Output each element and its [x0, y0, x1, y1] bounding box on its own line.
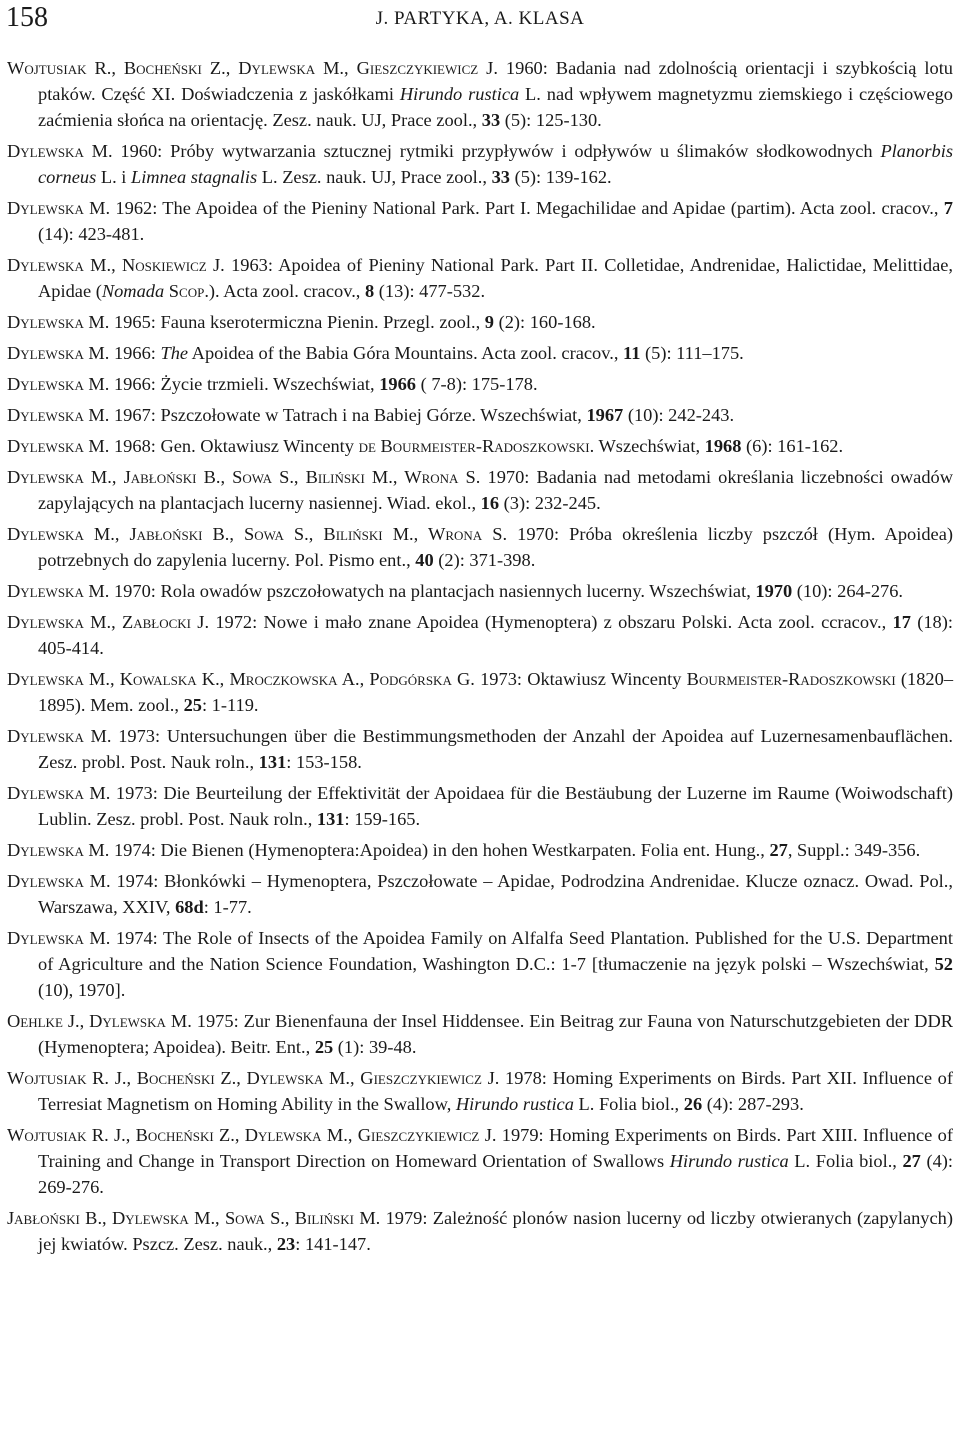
- reference-authors: Dylewska M.: [7, 141, 113, 161]
- reference-text: 1974: The Role of Insects of the Apoidea Family on Alfalfa Seed Plantation. Published for the U.S. Department of Agriculture and the Nation Science Foundation, Washington D.C.: 1-7 [tłumaczenie na język polski – Wszechświat,: [38, 928, 953, 974]
- reference-text: 1965: Fauna kserotermiczna Pienin. Przegl. zool.,: [109, 312, 485, 332]
- reference-text: (5): 125-130.: [500, 110, 602, 130]
- reference-text: (5): 139-162.: [509, 167, 612, 187]
- reference-entry: [7, 609, 953, 661]
- reference-text: 1967: Pszczołowate w Tatrach i na Babiej Górze. Wszechświat,: [109, 405, 587, 425]
- reference-text: (3): 232-245.: [499, 493, 601, 513]
- reference-text: Nomada: [101, 281, 165, 301]
- reference-text: 25: [314, 1037, 334, 1057]
- reference-text: 131: [258, 752, 287, 772]
- reference-text: 1973: Oktawiusz Wincenty: [474, 669, 687, 689]
- reference-text: 23: [276, 1234, 296, 1254]
- reference-text: 1967: [586, 405, 624, 425]
- reference-entry: [7, 1008, 953, 1060]
- reference-text: (18): 405-414.: [38, 612, 953, 658]
- reference-text: 68d: [175, 897, 204, 917]
- reference-text: (5): 111–175.: [640, 343, 744, 363]
- reference-text: 17: [892, 612, 911, 632]
- reference-authors: Dylewska M., Kowalska K., Mroczkowska A., Podgórska G.: [7, 669, 475, 689]
- reference-text: 1970: Badania nad metodami określania liczebności owadów zapylających na plantacjach lucerny nasiennej. Wiad. ekol.,: [38, 467, 953, 513]
- reference-text: Apoidea of the Babia Góra Mountains. Acta zool. cracov.,: [188, 343, 624, 363]
- reference-text: Hirundo rustica: [669, 1151, 789, 1171]
- reference-authors: Dylewska M.: [7, 928, 111, 948]
- reference-text: : 1-77.: [203, 897, 252, 917]
- reference-entry: [7, 55, 953, 133]
- reference-entry: [7, 402, 953, 428]
- reference-text: L. nad wpływem magnetyzmu ziemskiego i częściowego zaćmienia słońca na orientację. Zesz. nauk. UJ, Prace zool.,: [38, 84, 953, 130]
- reference-entry: [7, 925, 953, 1003]
- page-header: [0, 0, 960, 40]
- reference-text: 1974: Błonkówki – Hymenoptera, Pszczołowate – Apidae, Podrodzina Andrenidae. Klucze oznacz. Owad. Pol., Warszawa, XXIV,: [38, 871, 953, 917]
- reference-text: Planorbis corneus: [38, 141, 953, 187]
- reference-text: The: [160, 343, 189, 363]
- reference-authors: Dylewska M.: [7, 783, 111, 803]
- reference-authors: Dylewska M.: [7, 198, 111, 218]
- reference-text: 131: [316, 809, 345, 829]
- reference-entry: [7, 780, 953, 832]
- reference-text: 52: [934, 954, 953, 974]
- reference-text: 1979: Zależność plonów nasion lucerny od liczby otwieranych (zapylanych) jej kwiatów. Pszcz. Zesz. nauk.,: [38, 1208, 953, 1254]
- reference-text: . Wszechświat,: [589, 436, 705, 456]
- reference-text: 1968: [704, 436, 742, 456]
- reference-text: 1973: Untersuchungen über die Bestimmungsmethoden der Anzahl der Apoidea auf Luzernesamenbauflächen. Zesz. probl. Post. Nauk roln.,: [38, 726, 953, 772]
- reference-text: ( 7-8): 175-178.: [416, 374, 538, 394]
- reference-authors: Dylewska M.: [7, 312, 110, 332]
- reference-text: 33: [491, 167, 510, 187]
- reference-entry: [7, 578, 953, 604]
- reference-entry: [7, 252, 953, 304]
- reference-entry: [7, 521, 953, 573]
- reference-text: L. Folia biol.,: [573, 1094, 684, 1114]
- reference-text: (6): 161-162.: [741, 436, 844, 456]
- reference-authors: Dylewska M.: [7, 436, 110, 456]
- reference-text: 40: [415, 550, 434, 570]
- reference-text: (14): 423-481.: [38, 224, 145, 244]
- reference-authors: Dylewska M.: [7, 871, 111, 891]
- reference-text: Limnea stagnalis: [130, 167, 258, 187]
- reference-text: 11: [623, 343, 641, 363]
- reference-authors: Oehlke J., Dylewska M.: [7, 1011, 192, 1031]
- reference-authors: Dylewska M.: [7, 840, 110, 860]
- reference-text: 1970: Próba określenia liczby pszczół (Hym. Apoidea) potrzebnych do zapylenia lucerny. Pol. Pismo ent.,: [38, 524, 953, 570]
- reference-authors: Wojtusiak R. J., Bocheński Z., Dylewska M., Gieszczykiewicz J.: [7, 1125, 497, 1145]
- reference-text: (4): 287-293.: [702, 1094, 804, 1114]
- reference-text: 1973: Die Beurteilung der Effektivität der Apoidaea für die Bestäubung der Luzerne im Raume (Woiwodschaft) Lublin. Zesz. probl. Post. Nauk roln.,: [38, 783, 953, 829]
- reference-text: 1966:: [109, 343, 161, 363]
- reference-text: : 153-158.: [286, 752, 362, 772]
- reference-authors: Dylewska M., Zabłocki J.: [7, 612, 210, 632]
- reference-entry: [7, 309, 953, 335]
- reference-text: de Bourmeister-Radoszkowski: [358, 436, 590, 456]
- reference-text: (10), 1970].: [38, 980, 126, 1000]
- reference-authors: Dylewska M., Jabłoński B., Sowa S., Biliński M., Wrona S.: [7, 524, 508, 544]
- reference-text: (10): 242-243.: [623, 405, 735, 425]
- reference-authors: Wojtusiak R., Bocheński Z., Dylewska M., Gieszczykiewicz J.: [7, 58, 498, 78]
- reference-text: 1978: Homing Experiments on Birds. Part XII. Influence of Terresiat Magnetism on Homing Ability in the Swallow,: [38, 1068, 953, 1114]
- reference-text: 8: [365, 281, 375, 301]
- reference-text: 33: [481, 110, 501, 130]
- reference-text: Hirundo rustica: [399, 84, 520, 104]
- reference-text: : 159-165.: [344, 809, 421, 829]
- reference-text: 27: [902, 1151, 921, 1171]
- reference-text: 16: [480, 493, 500, 513]
- reference-text: 1974: Die Bienen (Hymenoptera:Apoidea) in den hohen Westkarpaten. Folia ent. Hung.,: [109, 840, 770, 860]
- reference-text: 25: [183, 695, 202, 715]
- reference-authors: Dylewska M.: [7, 374, 110, 394]
- reference-authors: Wojtusiak R. J., Bocheński Z., Dylewska M., Gieszczykiewicz J.: [7, 1068, 500, 1088]
- reference-text: (2): 160-168.: [493, 312, 596, 332]
- reference-text: : 1-119.: [201, 695, 259, 715]
- reference-authors: Dylewska M.: [7, 405, 110, 425]
- reference-text: , Suppl.: 349-356.: [787, 840, 921, 860]
- reference-entry: [7, 1122, 953, 1200]
- reference-entry: [7, 837, 953, 863]
- reference-authors: Dylewska M.: [7, 343, 110, 363]
- reference-text: 1979: Homing Experiments on Birds. Part XIII. Influence of Training and Change in Transport Direction on Homeward Orientation of Swallows: [38, 1125, 953, 1171]
- reference-text: 1968: Gen. Oktawiusz Wincenty: [109, 436, 359, 456]
- reference-entry: [7, 340, 953, 366]
- reference-text: (1): 39-48.: [333, 1037, 417, 1057]
- reference-entry: [7, 666, 953, 718]
- reference-authors: Jabłoński B., Dylewska M., Sowa S., Biliński M.: [7, 1208, 381, 1228]
- reference-text: (10): 264-276.: [792, 581, 904, 601]
- reference-entry: [7, 464, 953, 516]
- reference-entry: [7, 723, 953, 775]
- reference-entry: [7, 868, 953, 920]
- reference-authors: Dylewska M.: [7, 726, 112, 746]
- reference-text: ). Acta zool. cracov.,: [208, 281, 365, 301]
- reference-text: (1820–1895). Mem. zool.,: [38, 669, 954, 715]
- reference-text: 7: [943, 198, 953, 218]
- reference-entry: [7, 1205, 953, 1257]
- reference-text: Bourmeister-Radoszkowski: [686, 669, 896, 689]
- page-number: 158: [6, 2, 48, 33]
- reference-text: Scop.: [168, 281, 209, 301]
- reference-text: 26: [683, 1094, 703, 1114]
- reference-entry: [7, 1065, 953, 1117]
- reference-authors: Dylewska M.: [7, 581, 110, 601]
- reference-text: 1960: Próby wytwarzania sztucznej rytmiki przypływów i odpływów u ślimaków słodkowodnych: [112, 141, 881, 161]
- reference-entry: [7, 371, 953, 397]
- reference-text: (4): 269-276.: [38, 1151, 954, 1197]
- reference-authors: Dylewska M., Noskiewicz J.: [7, 255, 225, 275]
- reference-authors: Dylewska M., Jabłoński B., Sowa S., Biliński M., Wrona S.: [7, 467, 481, 487]
- reference-text: Hirundo rustica: [455, 1094, 574, 1114]
- reference-text: (2): 371-398.: [433, 550, 536, 570]
- running-head: J. PARTYKA, A. KLASA: [375, 8, 585, 29]
- reference-text: 1970: Rola owadów pszczołowatych na plantacjach nasiennych lucerny. Wszechświat,: [109, 581, 756, 601]
- reference-text: 1975: Zur Bienenfauna der Insel Hiddensee. Ein Beitrag zur Fauna von Naturschutzgebieten der DDR (Hymenoptera; Apoidea). Beitr. Ent.,: [38, 1011, 953, 1057]
- reference-text: 27: [769, 840, 788, 860]
- reference-text: 1963: Apoidea of Pieniny National Park. Part II. Colletidae, Andrenidae, Halictidae, Melittidae, Apidae (: [38, 255, 953, 301]
- reference-text: 1960: Badania nad zdolnością orientacji i szybkością lotu ptaków. Część XI. Doświadczenia z jaskółkami: [38, 58, 953, 104]
- reference-text: 1962: The Apoidea of the Pieniny National Park. Part I. Megachilidae and Apidae (partim). Acta zool. cracov.,: [110, 198, 944, 218]
- reference-entry: [7, 138, 953, 190]
- reference-text: 1970: [755, 581, 793, 601]
- reference-text: 9: [484, 312, 494, 332]
- reference-text: (13): 477-532.: [374, 281, 486, 301]
- reference-text: 1966: Życie trzmieli. Wszechświat,: [109, 374, 380, 394]
- reference-text: L. Folia biol.,: [788, 1151, 903, 1171]
- reference-entry: [7, 195, 953, 247]
- reference-text: : 141-147.: [295, 1234, 371, 1254]
- reference-list: [7, 55, 953, 1262]
- reference-entry: [7, 433, 953, 459]
- reference-text: 1972: Nowe i mało znane Apoidea (Hymenoptera) z obszaru Polski. Acta zool. ccracov.,: [209, 612, 893, 632]
- reference-text: L. i: [96, 167, 131, 187]
- reference-text: 1966: [379, 374, 416, 394]
- reference-text: L. Zesz. nauk. UJ, Prace zool.,: [257, 167, 492, 187]
